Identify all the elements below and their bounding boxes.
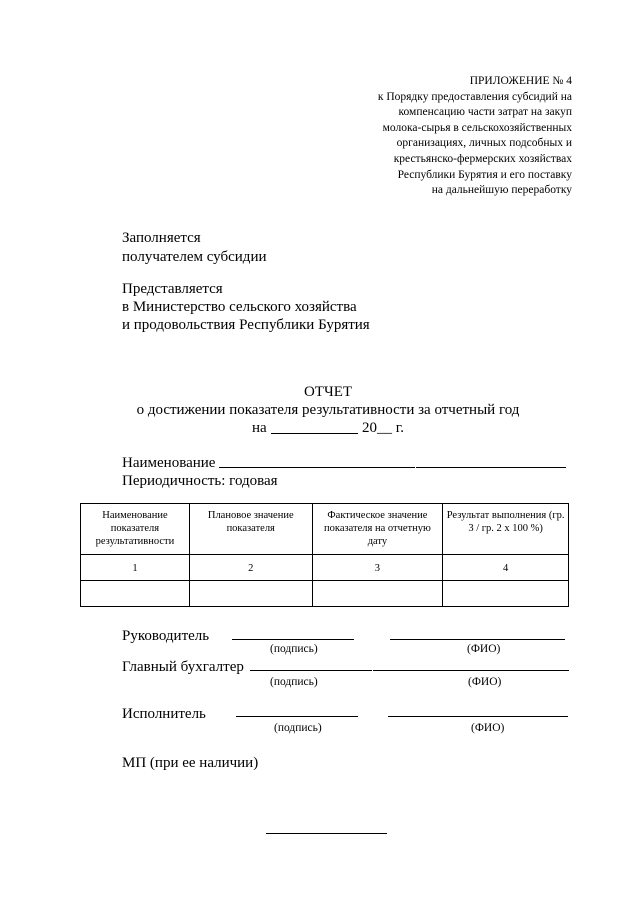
name-field-line-extension[interactable] bbox=[416, 467, 566, 468]
table-data-cell[interactable] bbox=[443, 581, 569, 607]
appendix-line: к Порядку предоставления субсидий на bbox=[377, 90, 572, 103]
report-title: ОТЧЕТ bbox=[303, 384, 353, 400]
head-sign-caption: (подпись) bbox=[270, 643, 318, 655]
submitted-to-block bbox=[122, 280, 370, 334]
indicator-table bbox=[80, 503, 569, 607]
periodicity-label: Периодичность: годовая bbox=[122, 473, 278, 489]
table-number-cell: 3 bbox=[312, 555, 443, 581]
executor-label: Исполнитель bbox=[122, 706, 206, 722]
stamp-label: МП (при ее наличии) bbox=[122, 755, 259, 771]
report-year-prefix: на bbox=[252, 420, 267, 436]
filled-by-line: Заполняется bbox=[122, 230, 201, 246]
table-number-cell: 4 bbox=[443, 555, 569, 581]
accountant-sign-caption: (подпись) bbox=[270, 676, 318, 688]
report-subtitle: о достижении показателя результативности за отчетный год bbox=[136, 402, 520, 418]
executor-signature-line[interactable] bbox=[236, 716, 358, 717]
table-header-cell: Плановое значение показателя bbox=[189, 504, 312, 555]
name-label: Наименование bbox=[122, 455, 216, 471]
executor-name-caption: (ФИО) bbox=[471, 722, 505, 734]
year-field-line[interactable] bbox=[271, 433, 358, 434]
appendix-line: Республики Бурятия и его поставку bbox=[397, 168, 572, 181]
head-label: Руководитель bbox=[122, 628, 210, 644]
filled-by-line: получателем субсидии bbox=[122, 249, 267, 265]
appendix-line: компенсацию части затрат на закуп bbox=[398, 106, 572, 119]
table-data-cell[interactable] bbox=[189, 581, 312, 607]
head-name-caption: (ФИО) bbox=[467, 643, 501, 655]
table-header-cell: Наименование показателя результативности bbox=[81, 504, 190, 555]
accountant-name-caption: (ФИО) bbox=[468, 676, 502, 688]
table-number-cell: 2 bbox=[189, 555, 312, 581]
appendix-line: на дальнейшую переработку bbox=[431, 184, 572, 197]
accountant-name-line[interactable] bbox=[373, 670, 569, 671]
appendix-line: молока-сырья в сельскохозяйственных bbox=[382, 121, 572, 134]
table-data-cell[interactable] bbox=[312, 581, 443, 607]
executor-name-line[interactable] bbox=[388, 716, 568, 717]
table-number-cell: 1 bbox=[81, 555, 190, 581]
head-name-line[interactable] bbox=[390, 639, 565, 640]
head-signature-line[interactable] bbox=[232, 639, 354, 640]
table-number-row bbox=[81, 555, 569, 581]
appendix-title: ПРИЛОЖЕНИЕ № 4 bbox=[469, 75, 572, 87]
filled-by-block bbox=[122, 229, 267, 267]
submitted-to-line: и продовольствия Республики Бурятия bbox=[122, 317, 370, 333]
table-header-cell: Фактическое значение показателя на отчетную дату bbox=[312, 504, 443, 555]
table-header-cell: Результат выполнения (гр. 3 / гр. 2 х 100 %) bbox=[443, 504, 569, 555]
appendix-line: организациях, личных подсобных и bbox=[396, 137, 572, 150]
report-year-label: 20__ г. bbox=[362, 420, 404, 436]
executor-sign-caption: (подпись) bbox=[274, 722, 322, 734]
bottom-divider bbox=[266, 833, 387, 834]
accountant-label: Главный бухгалтер bbox=[122, 659, 244, 675]
table-data-row bbox=[81, 581, 569, 607]
accountant-signature-line[interactable] bbox=[250, 670, 372, 671]
table-header-row bbox=[81, 504, 569, 555]
table-data-cell[interactable] bbox=[81, 581, 190, 607]
appendix-line: крестьянско-фермерских хозяйствах bbox=[393, 152, 572, 165]
submitted-to-line: Представляется bbox=[122, 281, 223, 297]
name-field-line[interactable] bbox=[219, 467, 415, 468]
submitted-to-line: в Министерство сельского хозяйства bbox=[122, 299, 357, 315]
appendix-header bbox=[378, 74, 572, 199]
